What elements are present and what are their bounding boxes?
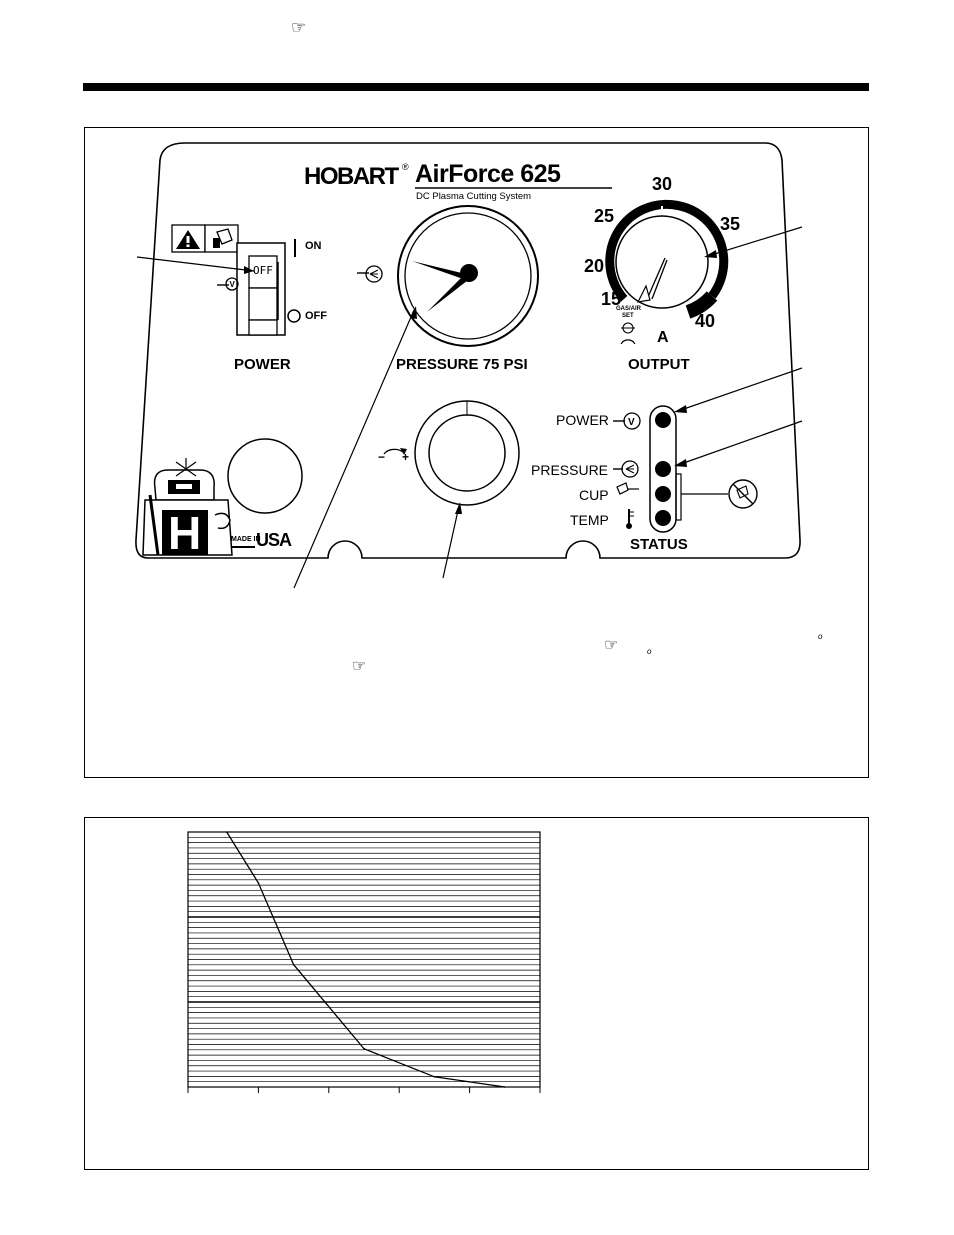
chart-data-point [504, 1086, 506, 1088]
dial-tick-40: 40 [695, 311, 716, 331]
adjust-plus: + [402, 450, 410, 464]
output-unit: A [657, 329, 669, 346]
chart-data-point [293, 964, 295, 966]
degree-mark: o [818, 632, 823, 641]
model-subtitle: DC Plasma Cutting System [416, 191, 532, 202]
chart-data-point [434, 1076, 436, 1078]
model-name: AirForce 625 [415, 160, 561, 188]
output-label: OUTPUT [628, 356, 690, 373]
chart-data-point [258, 882, 260, 884]
dial-tick-20: 20 [584, 256, 605, 276]
header-pointer-icon: ☞ [291, 18, 307, 37]
note-pointer-icon-2: ☞ [352, 658, 367, 675]
status-cup-label: CUP [579, 487, 609, 503]
status-power-label: POWER [556, 412, 609, 428]
status-temp-label: TEMP [570, 512, 609, 528]
registered-mark: ® [402, 162, 409, 172]
dial-tick-15: 15 [601, 289, 622, 309]
degree-mark-2: o [647, 647, 652, 656]
made-in-label: MADE IN [231, 536, 261, 543]
chart-data-point [363, 1048, 365, 1050]
gas-air-set-label: SET [622, 313, 634, 319]
chart-data-point [226, 831, 228, 833]
svg-text:V: V [628, 417, 635, 428]
status-pressure-label: PRESSURE [531, 462, 609, 478]
dial-tick-30: 30 [652, 174, 673, 194]
switch-on-label: ON [305, 240, 322, 252]
pressure-label: PRESSURE 75 PSI [396, 356, 528, 373]
switch-off-label: OFF [305, 310, 327, 322]
adjust-minus: − [378, 450, 386, 464]
switch-window-text: OFF [253, 264, 273, 277]
mascot-letter: H [168, 507, 202, 559]
dial-tick-35: 35 [720, 214, 741, 234]
status-title: STATUS [630, 536, 688, 553]
svg-text:V: V [229, 280, 235, 289]
usa-label: USA [256, 530, 292, 550]
power-label: POWER [234, 356, 291, 373]
brand-logo: HOBART [304, 163, 398, 190]
gas-air-label: GAS/AIR [616, 306, 642, 312]
dial-tick-25: 25 [594, 206, 615, 226]
note-pointer-icon: ☞ [604, 637, 619, 654]
